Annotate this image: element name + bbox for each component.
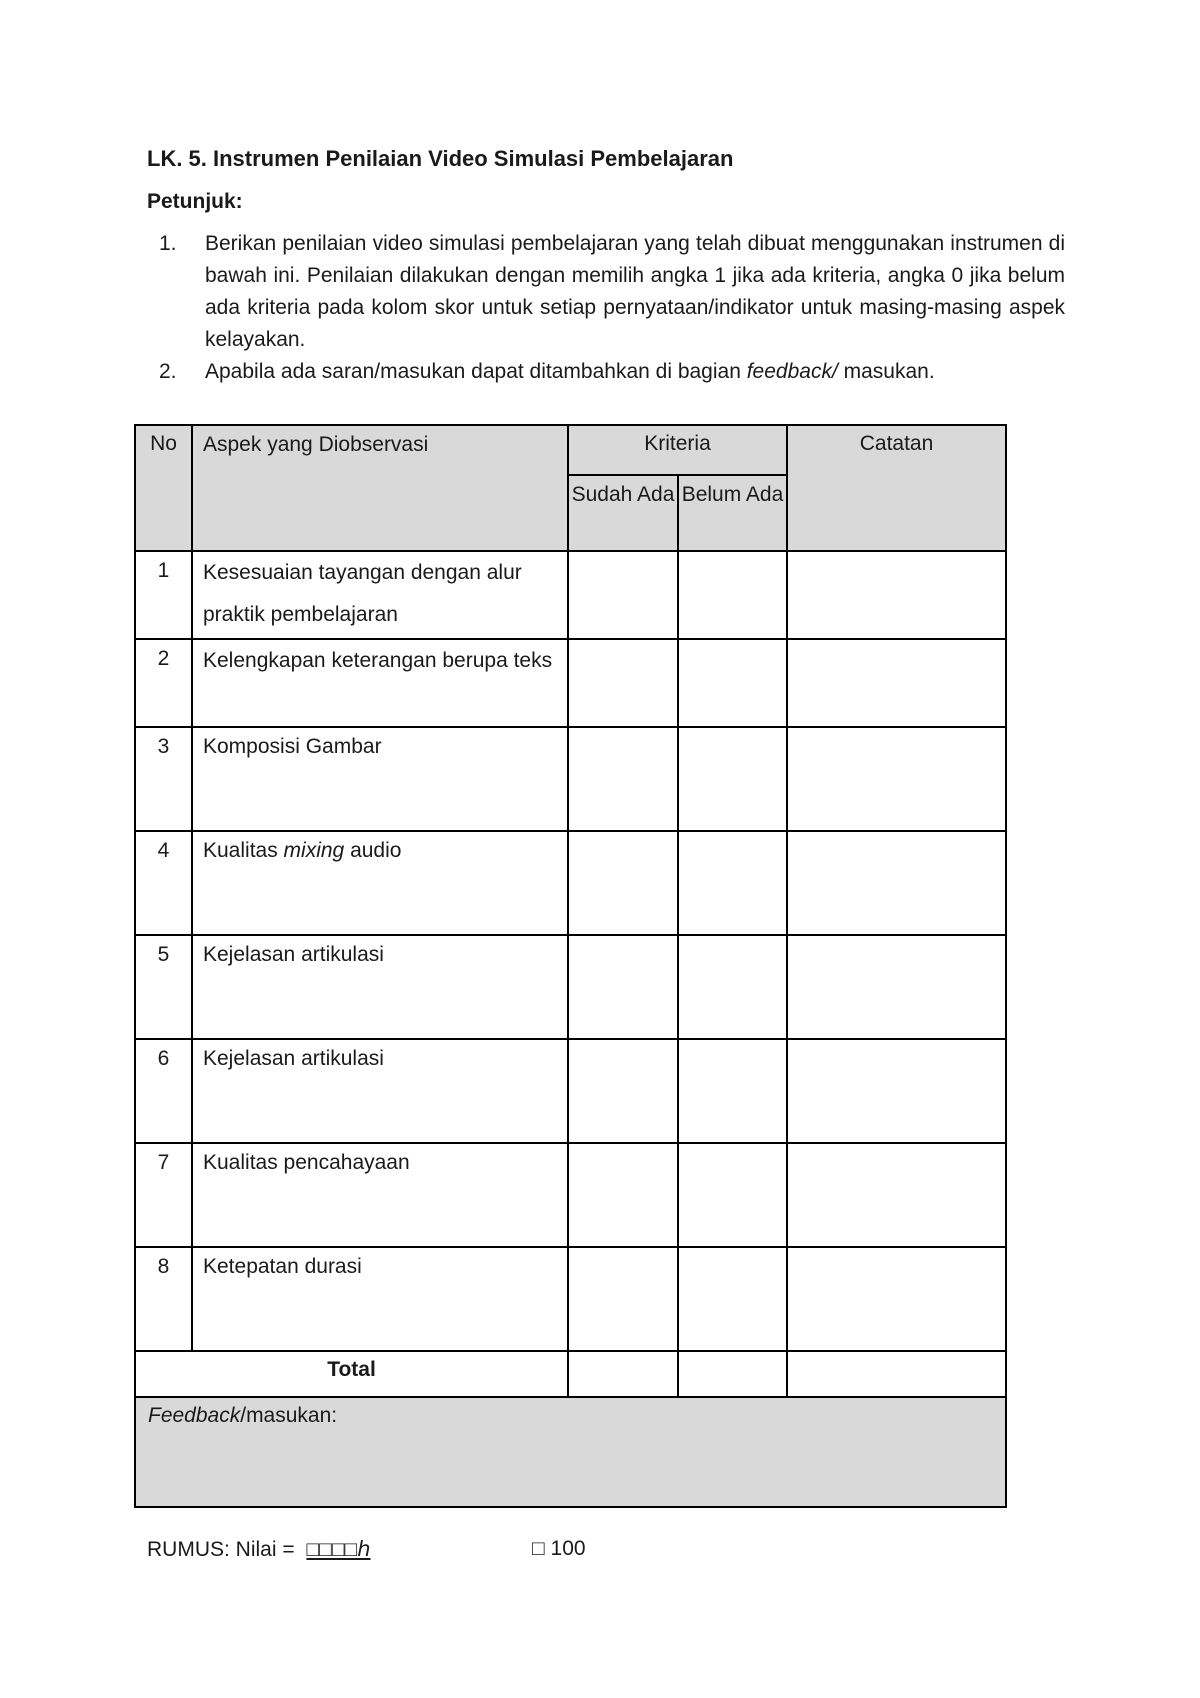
cell-catatan[interactable]	[787, 1039, 1006, 1143]
table-row	[135, 551, 1006, 639]
instruction-item	[147, 356, 1065, 388]
cell-sudah-ada[interactable]	[568, 1039, 678, 1143]
instructions-label: Petunjuk:	[147, 190, 243, 213]
cell-sudah-ada[interactable]	[568, 639, 678, 727]
cell-catatan[interactable]	[787, 1143, 1006, 1247]
total-sudah-ada[interactable]	[568, 1351, 678, 1397]
formula-times: □ 100	[532, 1537, 586, 1560]
row-aspek-italic: mixing	[283, 839, 345, 862]
header-kriteria: Kriteria	[568, 425, 787, 475]
header-belum-ada: Belum Ada	[678, 475, 787, 551]
instruction-text-end: masukan.	[837, 360, 935, 383]
formula	[147, 1537, 586, 1562]
row-aspek: Kejelasan artikulasi	[192, 1039, 568, 1143]
table-row	[135, 1143, 1006, 1247]
instruction-text-italic: feedback/	[746, 360, 838, 383]
cell-sudah-ada[interactable]	[568, 1247, 678, 1351]
cell-sudah-ada[interactable]	[568, 935, 678, 1039]
cell-belum-ada[interactable]	[678, 727, 787, 831]
total-label: Total	[135, 1351, 568, 1397]
header-sudah-ada: Sudah Ada	[568, 475, 678, 551]
row-aspek: Kualitas pencahayaan	[192, 1143, 568, 1247]
instructions-list	[147, 228, 1065, 388]
cell-catatan[interactable]	[787, 935, 1006, 1039]
cell-sudah-ada[interactable]	[568, 1143, 678, 1247]
row-number: 7	[135, 1143, 192, 1247]
table-row	[135, 831, 1006, 935]
document-title: LK. 5. Instrumen Penilaian Video Simulasi Pembelajaran	[147, 146, 734, 171]
row-number: 2	[135, 639, 192, 727]
row-number: 3	[135, 727, 192, 831]
header-catatan: Catatan	[787, 425, 1006, 551]
cell-catatan[interactable]	[787, 831, 1006, 935]
cell-belum-ada[interactable]	[678, 639, 787, 727]
table-row	[135, 1039, 1006, 1143]
table-row	[135, 727, 1006, 831]
cell-belum-ada[interactable]	[678, 935, 787, 1039]
total-row	[135, 1351, 1006, 1397]
formula-label: RUMUS: Nilai =	[147, 1538, 301, 1561]
row-number: 4	[135, 831, 192, 935]
total-catatan[interactable]	[787, 1351, 1006, 1397]
total-belum-ada[interactable]	[678, 1351, 787, 1397]
cell-belum-ada[interactable]	[678, 1143, 787, 1247]
feedback-label: /masukan:	[240, 1404, 338, 1427]
row-aspek: Kelengkapan keterangan berupa teks	[192, 639, 568, 727]
row-aspek: Kejelasan artikulasi	[192, 935, 568, 1039]
instruction-item	[147, 228, 1065, 356]
cell-catatan[interactable]	[787, 639, 1006, 727]
feedback-row	[135, 1397, 1006, 1507]
table-row	[135, 1247, 1006, 1351]
header-no: No	[135, 425, 192, 551]
cell-belum-ada[interactable]	[678, 1247, 787, 1351]
row-number: 8	[135, 1247, 192, 1351]
feedback-label-italic: Feedback	[148, 1404, 241, 1427]
cell-catatan[interactable]	[787, 551, 1006, 639]
feedback-field[interactable]	[135, 1397, 1006, 1507]
table-row	[135, 935, 1006, 1039]
cell-belum-ada[interactable]	[678, 551, 787, 639]
instruction-text: Apabila ada saran/masukan dapat ditambahkan di bagian	[205, 360, 747, 383]
instruction-text: Berikan penilaian video simulasi pembelajaran yang telah dibuat menggunakan instrumen di bawah ini. Penilaian dilakukan dengan memilih angka 1 jika ada kriteria, angka 0 jika belum ada kriteria pada kolom skor untuk setiap pernyataan/indikator untuk masing-masing aspek kelayakan.	[205, 232, 1065, 351]
row-number: 6	[135, 1039, 192, 1143]
header-aspek: Aspek yang Diobservasi	[192, 425, 568, 551]
cell-belum-ada[interactable]	[678, 831, 787, 935]
row-number: 1	[135, 551, 192, 639]
table-header-row	[135, 425, 1006, 475]
assessment-table	[134, 424, 1007, 1508]
row-aspek-text: Kualitas	[203, 839, 284, 862]
cell-belum-ada[interactable]	[678, 1039, 787, 1143]
cell-catatan[interactable]	[787, 727, 1006, 831]
formula-fraction: □□□□ℎ	[306, 1538, 371, 1561]
cell-catatan[interactable]	[787, 1247, 1006, 1351]
instruction-number: 1.	[159, 232, 177, 255]
row-aspek	[192, 831, 568, 935]
table-row	[135, 639, 1006, 727]
row-number: 5	[135, 935, 192, 1039]
row-aspek: Komposisi Gambar	[192, 727, 568, 831]
instruction-number: 2.	[159, 360, 177, 383]
cell-sudah-ada[interactable]	[568, 551, 678, 639]
cell-sudah-ada[interactable]	[568, 831, 678, 935]
cell-sudah-ada[interactable]	[568, 727, 678, 831]
row-aspek: Kesesuaian tayangan dengan alur praktik pembelajaran	[192, 551, 568, 639]
row-aspek-text-end: audio	[344, 839, 402, 862]
row-aspek: Ketepatan durasi	[192, 1247, 568, 1351]
